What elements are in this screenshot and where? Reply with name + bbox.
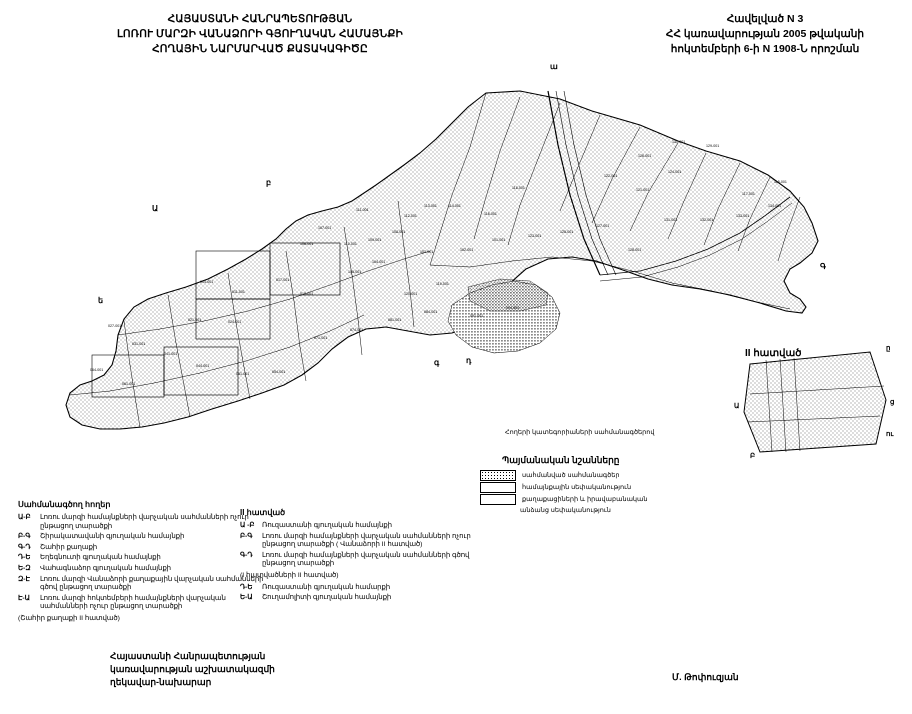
abbr-key: Է-Ա [18,594,30,602]
svg-text:131-001: 131-001 [664,218,678,222]
abbr-text: Վահագնաձոր գյուղական համայնքի [40,564,171,572]
abbr-item [240,584,490,593]
legend-dotted-swatch-icon [480,470,516,481]
svg-text:119-001: 119-001 [436,282,449,286]
svg-text:091-001: 091-001 [470,314,484,318]
inset-marker-5: Բ [750,453,756,460]
inset-marker-4: Ա [734,403,740,410]
abbr-text: Լոռու մարզի հոկտեմբերի համայնքների վարչական սահմանների ոչուր ընթացող տարածքի [40,594,226,611]
svg-text:084-001: 084-001 [424,310,438,314]
scale-note: Հողերի կատեգորիաների սահմանագծերով [505,429,655,436]
abbr-key: Դ-Ե [240,583,253,591]
svg-text:120-001: 120-001 [404,292,418,296]
svg-text:024-001: 024-001 [228,320,242,324]
svg-text:133-001: 133-001 [736,214,750,218]
abbr-text: Ռուզաստանի գյուղական համարքի [262,583,391,591]
svg-text:134-001: 134-001 [768,204,782,208]
marker-b: բ [266,178,272,187]
legend-title: Պայմանական նշանները [502,455,620,465]
abbr-key: Ե-Զ [18,564,31,572]
abbr-key: Բ-Գ [18,533,31,541]
legend-item [480,482,710,493]
abbr-text: Լոռու մարզի համայնքների վարչական սահմանների ոչուր ընթացող տարածքի ( Վանաձորի II հատված) [262,532,471,549]
abbr-key: Ե-Ա [240,594,253,602]
abbr-text: Եղեգնուտի գյուղական համայնքի [40,554,161,562]
svg-text:115-001: 115-001 [774,180,787,184]
abbr-text: Շուղամոլիտի գյուղական համայնքի [262,594,392,602]
abbr-text: Լոռու մարզի համայնքների վարչական սահմանների գծով ընթացող տարածքի [262,551,470,568]
svg-text:094-001: 094-001 [506,306,520,310]
svg-text:074-001: 074-001 [350,328,364,332]
boundary-legend-left-note: (Շահիր քաղաքի II հատված) [18,614,120,622]
abbr-key: Դ-Ե [18,554,31,562]
legend-item-label: քաղաքացիների և իրավաբանական [522,496,648,503]
abbr-key: Ա-Բ [18,514,31,521]
abbr-text: Լոռու մարզի Վանաձորի քաղաքային վարչական սահմանների գծով ընթացող տարածքի [40,575,264,592]
abbr-item [240,552,490,569]
abbr-key: Բ-Գ [240,532,253,540]
decree-line-2: ՀՀ կառավարության 2005 թվականի [665,28,865,40]
community-boundary-group [66,62,826,429]
boundary-legend-left [18,500,268,627]
abbr-text: Շիրակատավանի գյուղական համայնքի [40,533,185,541]
svg-text:106-001: 106-001 [300,242,314,246]
boundary-legend-right-heading: II հատված [240,508,286,517]
svg-text:103-001: 103-001 [420,250,434,254]
legend-item [480,470,710,481]
boundary-legend-right [240,508,490,605]
svg-text:112-001: 112-001 [404,214,417,218]
svg-text:113-001: 113-001 [424,204,437,208]
svg-text:101-001: 101-001 [492,238,506,242]
svg-text:118-001: 118-001 [512,186,525,190]
abbr-item [18,565,268,574]
abbr-item [18,514,268,531]
svg-text:126-001: 126-001 [638,154,652,158]
svg-text:017-001: 017-001 [276,278,290,282]
legend-box-swatch-icon [480,482,516,493]
legend-box2-swatch-icon [480,494,516,505]
marker-v: Ա [152,204,159,213]
header-decree-reference [630,12,900,57]
svg-text:114-001: 114-001 [448,204,461,208]
legend-item-label: սահմանված սահմանագծեր [522,472,620,479]
header-title-left [60,12,460,57]
legend [480,455,710,516]
legend-item-label: համայնքային սեփականություն [522,484,632,491]
marker-a: ա [550,62,558,71]
svg-text:130-001: 130-001 [672,140,686,144]
abbr-item [18,544,268,553]
signature-title [110,650,275,689]
svg-text:124-001: 124-001 [668,170,682,174]
svg-text:105-001: 105-001 [348,270,362,274]
svg-text:127-001: 127-001 [596,224,610,228]
abbr-item [18,595,268,612]
marker-d: դ [466,356,472,365]
abbr-item [240,522,490,531]
svg-text:051-001: 051-001 [236,372,250,376]
svg-text:129-001: 129-001 [706,144,720,148]
inset-map [720,340,900,460]
svg-text:018-001: 018-001 [300,292,314,296]
legend-item [480,506,710,515]
svg-text:117-001: 117-001 [742,192,755,196]
svg-text:128-001: 128-001 [628,248,642,252]
svg-text:110-001: 110-001 [344,242,357,246]
abbr-text: Շահիր քաղաքի [40,543,98,551]
community-outline [66,91,818,429]
svg-text:123-001: 123-001 [528,234,542,238]
marker-g: գ [434,358,440,367]
svg-text:041-001: 041-001 [164,352,178,356]
marker-e: ե [98,296,104,305]
abbr-item [18,554,268,563]
svg-text:081-001: 081-001 [388,318,402,322]
signature-name: Մ. Թոփուզյան [672,672,739,682]
svg-text:021-001: 021-001 [188,318,202,322]
abbr-item [240,533,490,550]
svg-text:014-001: 014-001 [200,280,214,284]
abbr-text: Ռուզաստանի գյուղական համայնքի [262,522,392,529]
svg-text:011-001: 011-001 [232,290,245,294]
abbr-key: Ա -Բ [240,522,255,529]
svg-text:031-001: 031-001 [132,342,146,346]
svg-text:054-001: 054-001 [272,370,286,374]
abbr-text: Լոռու մարզի համայնքների վարչական սահմանների ոչուր ընթացող տարածքի [40,514,249,530]
abbr-key: Գ-Դ [240,551,253,559]
boundary-legend-left-heading: Սահմանագծող հողեր [18,500,111,509]
boundary-legend-right-subheading: (I հատվածների II հատված) [240,571,339,579]
header-left-line-2: ԼՈՌՈՒ ՄԱՐԶԻ ՎԱՆԱՁՈՐԻ ԳՅՈՒՂԱԿԱՆ ՀԱՄԱՅՆՔԻ [117,28,403,40]
svg-text:116-001: 116-001 [484,212,497,216]
decree-line-3: հոկտեմբերի 6-ի N 1908-Ն որոշման [670,43,860,55]
svg-text:125-001: 125-001 [560,230,574,234]
svg-text:109-001: 109-001 [368,238,382,242]
svg-text:104-001: 104-001 [372,260,386,264]
signature-line-1: Հայաստանի Հանրապետության [110,651,266,661]
abbr-item [240,594,490,603]
svg-text:044-001: 044-001 [196,364,210,368]
svg-text:027-001: 027-001 [108,324,122,328]
svg-text:108-001: 108-001 [392,230,406,234]
legend-item [480,494,710,505]
inset-marker-2: ց [890,399,895,406]
header-left-line-1: ՀԱՅԱՍՏԱՆԻ ՀԱՆՐԱՊԵՏՈՒԹՅԱՆ [167,13,353,25]
svg-text:102-001: 102-001 [460,248,474,252]
header-left-line-3: ՀՈՂԱՅԻՆ ՆԱՐՄԱՐՎԱԾ ՔԱՏԱԿԱԳԻԾԸ [152,43,368,55]
abbr-item [18,533,268,542]
svg-text:107-001: 107-001 [318,226,332,230]
marker-gh: Գ [820,262,827,271]
svg-text:064-001: 064-001 [90,368,104,372]
signature-line-2: կառավարության աշխատակազմի [110,664,275,674]
svg-text:121-001: 121-001 [636,188,650,192]
decree-line-1: Հավելված N 3 [726,13,804,25]
signature-line-3: ղեկավար-նախարար [110,677,212,687]
inset-title: II հատված [745,348,802,359]
inset-marker-1: ը [886,345,891,352]
abbr-key: Գ-Դ [18,543,31,551]
legend-item-label: անձանց սեփականություն [520,507,611,514]
inset-outline [744,352,886,452]
svg-text:111-001: 111-001 [356,208,369,212]
svg-text:132-001: 132-001 [700,218,714,222]
abbr-item [18,576,268,593]
svg-text:122-001: 122-001 [604,174,618,178]
inset-marker-3: ու [886,431,894,438]
svg-text:071-001: 071-001 [314,336,328,340]
abbr-key: Զ-Է [18,575,30,583]
svg-text:061-001: 061-001 [122,382,136,386]
